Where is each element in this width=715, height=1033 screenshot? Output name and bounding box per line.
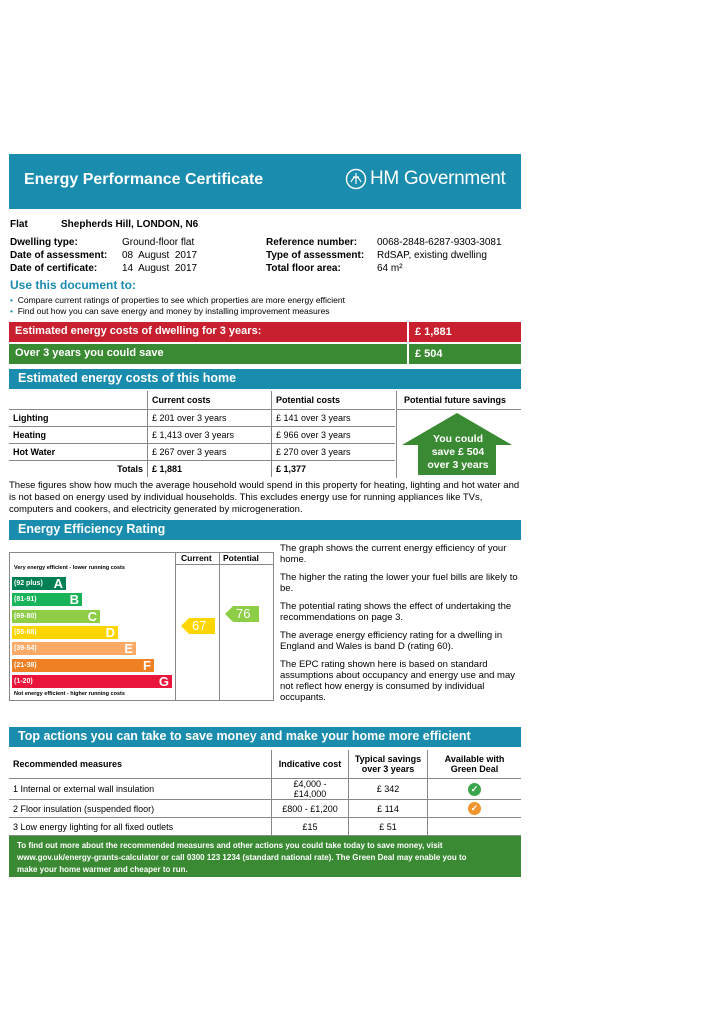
rating-section-header: [9, 520, 521, 540]
potential-rating-value: 76: [236, 606, 251, 621]
rating-band-d: [12, 626, 118, 639]
band-letter: B: [69, 592, 79, 608]
rating-paragraph: The potential rating shows the effect of undertaking the recommendations on page 3.: [280, 601, 512, 623]
actions-section-title: Top actions you can take to save money and make your home more efficient: [18, 729, 471, 743]
chart-divider: [175, 564, 274, 565]
arrow-line: over 3 years: [427, 459, 489, 471]
current-column-header: Current: [181, 553, 212, 563]
arrow-line: You could: [433, 433, 483, 445]
chart-divider: [219, 552, 220, 701]
assessment-date-label: Date of assessment:: [10, 250, 108, 261]
use-doc-bullet: • Find out how you can save energy and money by installing improvement measures: [10, 306, 330, 316]
row-label: Hot Water: [9, 444, 148, 461]
potential-cost-cell: £ 270 over 3 years: [272, 444, 396, 461]
certificate-date-value: 14 August 2017: [122, 263, 198, 274]
footer-box: [9, 836, 521, 877]
saving-cell: £ 51: [349, 818, 428, 836]
arrow-line: save £ 504: [431, 446, 485, 458]
table-header: Recommended measures: [9, 750, 272, 779]
potential-cost-cell: £ 966 over 3 years: [272, 427, 396, 444]
saving-cell: £ 114: [349, 800, 428, 818]
use-doc-title: Use this document to:: [10, 278, 137, 292]
measure-cell: 3 Low energy lighting for all fixed outlets: [9, 818, 272, 836]
band-letter: E: [124, 641, 133, 657]
row-label: Heating: [9, 427, 148, 444]
assessment-type-label: Type of assessment:: [266, 250, 365, 261]
measure-cell: 2 Floor insulation (suspended floor): [9, 800, 272, 818]
costs-table: [9, 391, 395, 477]
row-label: Lighting: [9, 410, 148, 427]
floor-area-value: 64 m²: [377, 263, 403, 274]
totals-label: Totals: [9, 461, 148, 478]
measure-cell: 1 Internal or external wall insulation: [9, 779, 272, 800]
cost-cell: £800 - £1,200: [272, 800, 349, 818]
cost-cell: £15: [272, 818, 349, 836]
potential-cost-cell: £ 141 over 3 years: [272, 410, 396, 427]
band-range: (92 plus): [14, 580, 43, 587]
costs-section-header: [9, 369, 521, 389]
table-header-row: [9, 391, 395, 410]
band-letter: A: [53, 576, 63, 591]
chart-bottom-note: Not energy efficient - higher running costs: [14, 691, 125, 697]
green-tick-icon: ✓: [468, 783, 481, 796]
table-header: Available with Green Deal: [428, 750, 522, 779]
rating-band-f: [12, 659, 154, 672]
actions-table: [9, 750, 521, 836]
estimated-cost-value: £ 1,881: [407, 322, 521, 342]
band-range: (39-54): [14, 645, 37, 653]
saving-label: Over 3 years you could save: [15, 347, 164, 359]
cost-cell: £4,000 - £14,000: [272, 779, 349, 800]
green-deal-cell: [428, 779, 522, 800]
band-letter: G: [158, 673, 169, 689]
current-rating-arrow: [181, 618, 215, 634]
rating-paragraph: The EPC rating shown here is based on standard assumptions about occupancy and energy use and may not reflect how energy is consumed by individual occupants.: [280, 659, 516, 703]
band-letter: F: [143, 657, 151, 673]
dwelling-type-label: Dwelling type:: [10, 237, 78, 248]
property-type: Flat: [10, 219, 28, 230]
use-doc-bullet-text: Compare current ratings of properties to see which properties are more energy efficient: [17, 295, 345, 305]
header-divider: [397, 409, 521, 410]
use-doc-bullet: • Compare current ratings of properties to see which properties are more energy efficient: [10, 295, 345, 305]
footer-link[interactable]: www.gov.uk/energy-grants-calculator or call: [17, 853, 187, 862]
use-doc-bullet-text: Find out how you can save energy and money by installing improvement measures: [17, 306, 330, 316]
rating-band-b: [12, 593, 82, 606]
green-deal-cell: [428, 818, 522, 836]
actions-section-header: [9, 727, 521, 747]
assessment-type-value: RdSAP, existing dwelling: [377, 250, 487, 261]
band-range: (81-91): [14, 596, 37, 604]
rating-band-c: [12, 610, 100, 623]
hm-government-logo: [345, 168, 505, 190]
assessment-date-value: 08 August 2017: [122, 250, 198, 261]
saving-bar: [9, 344, 521, 364]
table-header: Current costs: [148, 391, 272, 410]
page-title: Energy Performance Certificate: [24, 171, 264, 188]
saving-cell: £ 342: [349, 779, 428, 800]
chart-divider: [175, 552, 176, 701]
total-current: £ 1,881: [148, 461, 272, 478]
property-address: Shepherds Hill, LONDON, N6: [61, 219, 199, 230]
floor-area-label: Total floor area:: [266, 263, 341, 274]
table-header-row: [9, 750, 521, 779]
estimated-cost-label: Estimated energy costs of dwelling for 3 years:: [15, 325, 262, 337]
reference-label: Reference number:: [266, 237, 358, 248]
band-letter: C: [87, 608, 97, 624]
band-range: (55-68): [14, 628, 37, 636]
saving-value: £ 504: [407, 344, 521, 364]
current-rating-value: 67: [192, 618, 207, 633]
footer-line: make your home warmer and cheaper to run.: [17, 865, 188, 874]
table-row: [9, 427, 395, 444]
green-deal-cell: [428, 800, 522, 818]
footer-line: To find out more about the recommended measures and other actions you could take today to save money, visit: [17, 841, 443, 850]
potential-column-header: Potential: [223, 553, 259, 563]
totals-row: [9, 461, 395, 478]
rating-section-title: Energy Efficiency Rating: [18, 522, 166, 536]
rating-paragraph: The average energy efficiency rating for a dwelling in England and Wales is band D (rating 60).: [280, 630, 503, 652]
table-row: [9, 410, 395, 427]
certificate-date-label: Date of certificate:: [10, 263, 98, 274]
chart-top-note: Very energy efficient - lower running costs: [14, 565, 125, 571]
current-cost-cell: £ 267 over 3 years: [148, 444, 272, 461]
column-divider: [396, 391, 397, 478]
rating-band-g: [12, 675, 172, 688]
current-cost-cell: £ 201 over 3 years: [148, 410, 272, 427]
table-row: [9, 444, 395, 461]
rating-description: [280, 543, 522, 710]
table-row: [9, 818, 521, 836]
footer-line: [17, 852, 513, 864]
band-range: (69-80): [14, 612, 37, 620]
future-savings-header: Potential future savings: [404, 395, 507, 405]
crest-icon: [345, 168, 367, 190]
dwelling-type-value: Ground-floor flat: [122, 237, 195, 248]
potential-rating-arrow: [225, 606, 259, 622]
rating-band-e: [12, 642, 136, 655]
table-row: [9, 800, 521, 818]
table-header: Typical savings over 3 years: [349, 750, 428, 779]
table-header-blank: [9, 391, 148, 410]
reference-value: 0068-2848-6287-9303-3081: [377, 237, 502, 248]
savings-arrow-text: [418, 433, 498, 472]
costs-section-title: Estimated energy costs of this home: [18, 371, 237, 385]
rating-band-a: [12, 577, 66, 590]
table-header: Indicative cost: [272, 750, 349, 779]
rating-paragraph: The higher the rating the lower your fuel bills are likely to be.: [280, 572, 518, 594]
band-range: (1-20): [14, 677, 33, 685]
costs-note: These figures show how much the average household would spend in this property for heating, lighting and hot water and is not based on energy used by individual households. This excludes energy use for running appliances like TVs, computers and cookers, and electricity generated by microgeneration.: [9, 480, 520, 515]
band-letter: D: [105, 624, 115, 640]
table-header: Potential costs: [272, 391, 396, 410]
current-cost-cell: £ 1,413 over 3 years: [148, 427, 272, 444]
band-range: (21-38): [14, 661, 37, 669]
rating-paragraph: The graph shows the current energy efficiency of your home.: [280, 543, 507, 565]
footer-text: (standard national rate). The Green Deal may enable you to: [240, 853, 467, 862]
table-row: [9, 779, 521, 800]
total-potential: £ 1,377: [272, 461, 396, 478]
estimated-cost-bar: [9, 322, 521, 342]
footer-phone: 0300 123 1234: [186, 853, 241, 862]
logo-text: HM Government: [370, 168, 506, 189]
orange-tick-icon: ✓: [468, 802, 481, 815]
